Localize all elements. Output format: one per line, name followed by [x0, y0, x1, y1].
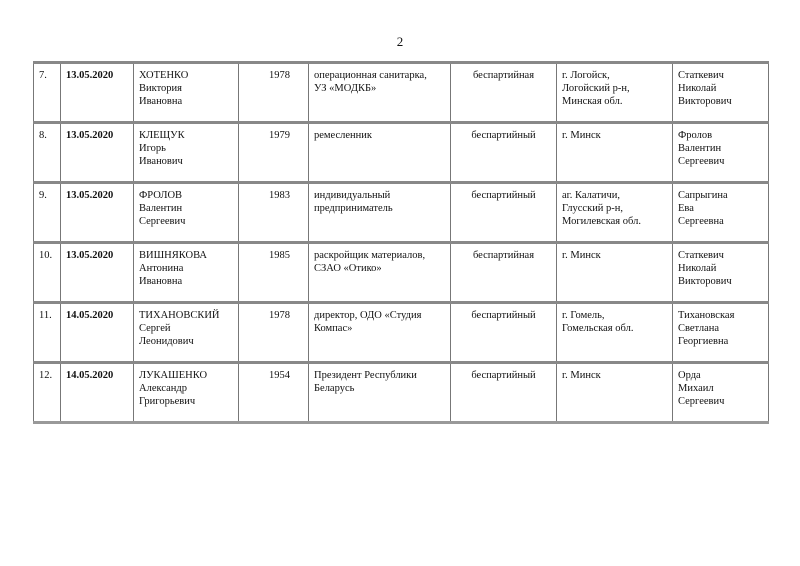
proxy-name-line: Тихановская	[678, 310, 735, 321]
cell-party: беспартийная	[451, 63, 557, 123]
proxy-name-line: Статкевич	[678, 250, 724, 261]
candidate-name-line: ФРОЛОВ	[139, 190, 183, 201]
candidate-name-line: Сергей	[139, 323, 171, 334]
cell-row-number: 8.	[34, 123, 61, 183]
proxy-name-line: Фролов	[678, 130, 713, 141]
candidate-name-line: Игорь	[139, 143, 166, 154]
cell-proxy-name	[673, 363, 769, 423]
proxy-name-line: Михаил	[678, 383, 714, 394]
cell-date: 14.05.2020	[61, 363, 134, 423]
proxy-name-line: Николай	[678, 263, 717, 274]
cell-birth-year: 1954	[239, 363, 309, 423]
candidate-name-line: ХОТЕНКО	[139, 70, 189, 81]
cell-proxy-name	[673, 63, 769, 123]
address-line: Могилевская обл.	[562, 216, 641, 227]
proxy-name-line: Николай	[678, 83, 717, 94]
occupation-line: СЗАО «Отико»	[314, 263, 382, 274]
candidate-name-line: ТИХАНОВСКИЙ	[139, 310, 220, 321]
candidate-name-line: Антонина	[139, 263, 184, 274]
address-line: г. Минск	[562, 130, 601, 141]
cell-birth-year: 1978	[239, 303, 309, 363]
cell-date: 14.05.2020	[61, 303, 134, 363]
cell-candidate-name	[134, 183, 239, 243]
proxy-name-line: Орда	[678, 370, 701, 381]
candidate-name-line: Ивановна	[139, 276, 183, 287]
cell-occupation	[309, 123, 451, 183]
cell-row-number: 9.	[34, 183, 61, 243]
cell-party: беспартийный	[451, 363, 557, 423]
address-line: Логойский р-н,	[562, 83, 630, 94]
proxy-name-line: Викторович	[678, 96, 732, 107]
proxy-name-line: Викторович	[678, 276, 732, 287]
cell-proxy-name	[673, 303, 769, 363]
candidate-name-line: Леонидович	[139, 336, 194, 347]
candidate-name-line: Валентин	[139, 203, 183, 214]
occupation-line: индивидуальный	[314, 190, 391, 201]
cell-birth-year: 1985	[239, 243, 309, 303]
cell-occupation	[309, 63, 451, 123]
cell-address	[557, 303, 673, 363]
cell-occupation	[309, 303, 451, 363]
proxy-name-line: Сапрыгина	[678, 190, 728, 201]
proxy-name-line: Валентин	[678, 143, 722, 154]
candidate-name-line: Ивановна	[139, 96, 183, 107]
occupation-line: операционная санитарка,	[314, 70, 427, 81]
cell-candidate-name	[134, 363, 239, 423]
table-row	[34, 363, 769, 423]
candidate-name-line: Иванович	[139, 156, 183, 167]
cell-proxy-name	[673, 183, 769, 243]
cell-candidate-name	[134, 243, 239, 303]
candidate-name-line: КЛЕЩУК	[139, 130, 185, 141]
occupation-line: УЗ «МОДКБ»	[314, 83, 377, 94]
cell-date: 13.05.2020	[61, 243, 134, 303]
address-line: г. Минск	[562, 250, 601, 261]
address-line: г. Гомель,	[562, 310, 605, 321]
address-line: Глусский р-н,	[562, 203, 624, 214]
cell-date: 13.05.2020	[61, 63, 134, 123]
cell-row-number: 11.	[34, 303, 61, 363]
candidate-name-line: ЛУКАШЕНКО	[139, 370, 208, 381]
cell-address	[557, 123, 673, 183]
cell-row-number: 7.	[34, 63, 61, 123]
candidate-name-line: Виктория	[139, 83, 182, 94]
proxy-name-line: Сергеевич	[678, 156, 725, 167]
proxy-name-line: Ева	[678, 203, 694, 214]
table-row	[34, 243, 769, 303]
page-number: 2	[396, 34, 404, 49]
cell-address	[557, 183, 673, 243]
candidates-table	[33, 61, 769, 424]
cell-birth-year: 1979	[239, 123, 309, 183]
proxy-name-line: Сергеевич	[678, 396, 725, 407]
cell-occupation	[309, 243, 451, 303]
table-row	[34, 183, 769, 243]
candidate-name-line: ВИШНЯКОВА	[139, 250, 208, 261]
proxy-name-line: Светлана	[678, 323, 720, 334]
occupation-line: ремесленник	[314, 130, 372, 141]
cell-occupation	[309, 363, 451, 423]
cell-proxy-name	[673, 243, 769, 303]
cell-party: беспартийный	[451, 123, 557, 183]
cell-birth-year: 1978	[239, 63, 309, 123]
cell-candidate-name	[134, 303, 239, 363]
cell-party: беспартийный	[451, 303, 557, 363]
cell-party: беспартийный	[451, 183, 557, 243]
address-line: г. Минск	[562, 370, 601, 381]
cell-row-number: 10.	[34, 243, 61, 303]
occupation-line: раскройщик материалов,	[314, 250, 426, 261]
address-line: Гомельская обл.	[562, 323, 634, 334]
address-line: аг. Калатичи,	[562, 190, 621, 201]
cell-address	[557, 63, 673, 123]
proxy-name-line: Статкевич	[678, 70, 724, 81]
table-row	[34, 303, 769, 363]
cell-address	[557, 363, 673, 423]
occupation-line: Беларусь	[314, 383, 355, 394]
occupation-line: предприниматель	[314, 203, 393, 214]
cell-occupation	[309, 183, 451, 243]
cell-address	[557, 243, 673, 303]
cell-date: 13.05.2020	[61, 183, 134, 243]
occupation-line: Президент Республики	[314, 370, 417, 381]
proxy-name-line: Георгиевна	[678, 336, 729, 347]
proxy-name-line: Сергеевна	[678, 216, 724, 227]
cell-birth-year: 1983	[239, 183, 309, 243]
candidate-name-line: Григорьевич	[139, 396, 196, 407]
candidate-name-line: Александр	[139, 383, 187, 394]
cell-candidate-name	[134, 123, 239, 183]
cell-candidate-name	[134, 63, 239, 123]
cell-party: беспартийная	[451, 243, 557, 303]
cell-date: 13.05.2020	[61, 123, 134, 183]
occupation-line: директор, ОДО «Студия	[314, 310, 422, 321]
table-row	[34, 123, 769, 183]
address-line: г. Логойск,	[562, 70, 610, 81]
cell-row-number: 12.	[34, 363, 61, 423]
address-line: Минская обл.	[562, 96, 623, 107]
candidate-name-line: Сергеевич	[139, 216, 186, 227]
occupation-line: Компас»	[314, 323, 353, 334]
cell-proxy-name	[673, 123, 769, 183]
table-row	[34, 63, 769, 123]
